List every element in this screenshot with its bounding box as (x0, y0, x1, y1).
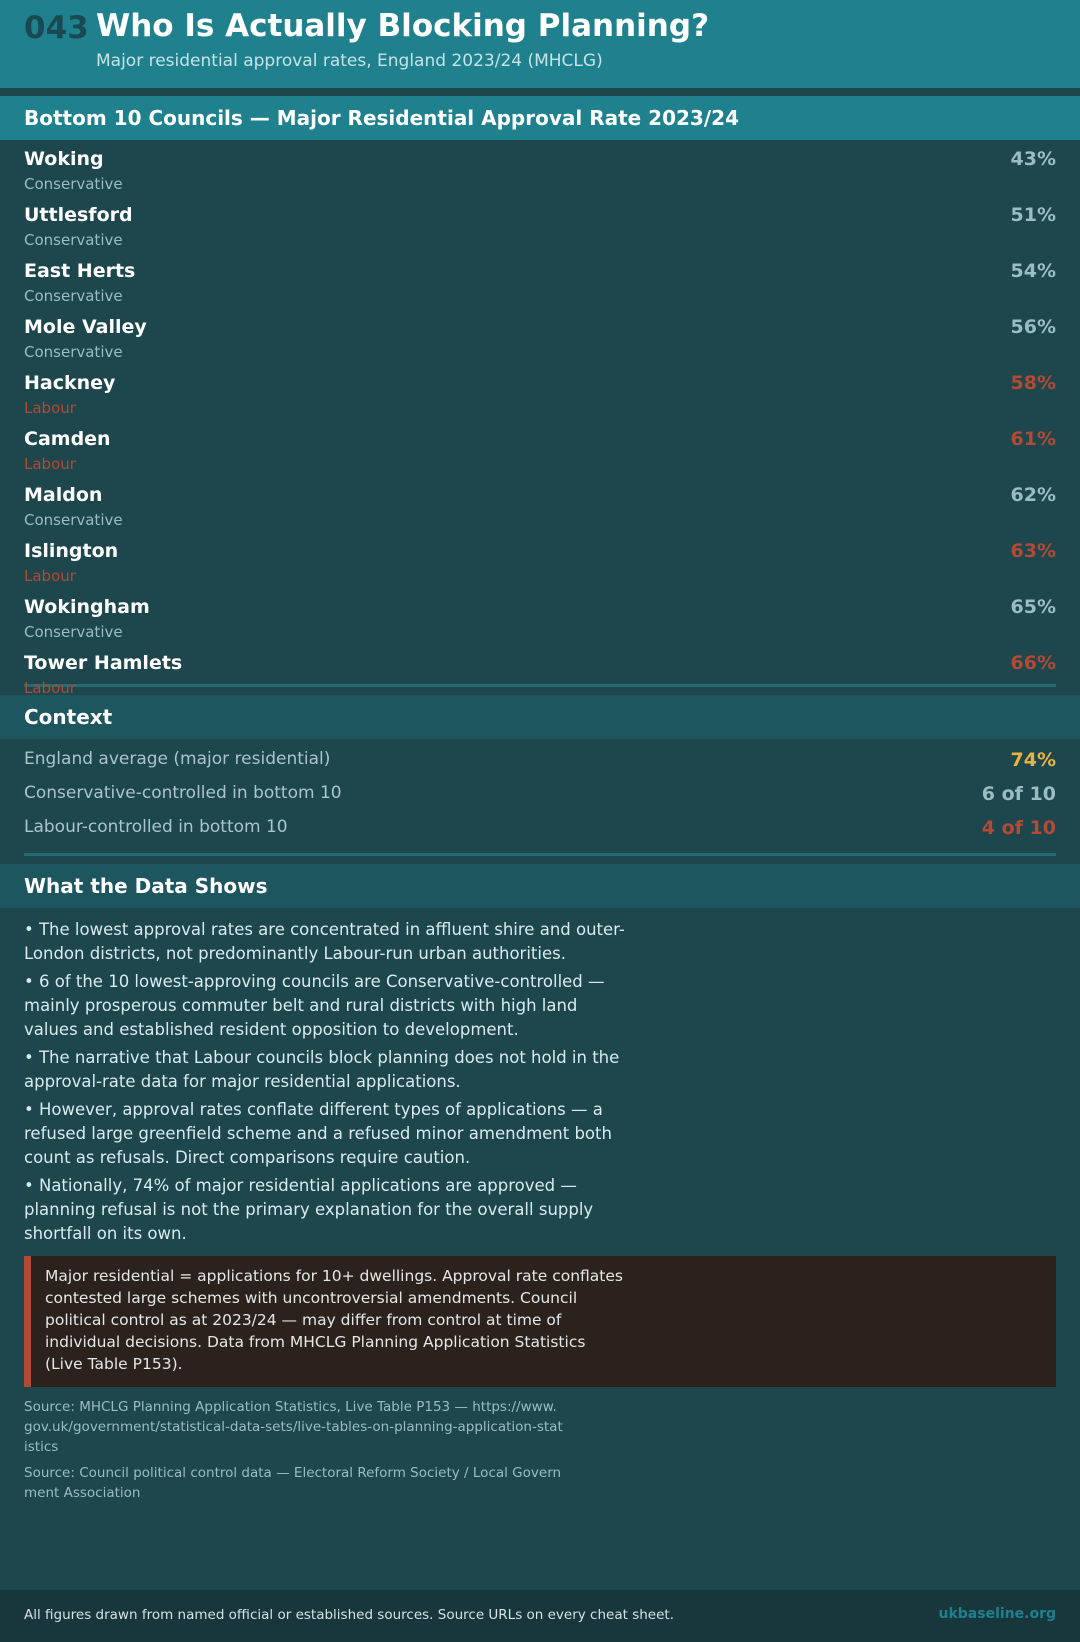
note-text: Major residential = applications for 10+ dwellings. Approval rate conflates contested large schemes with uncontroversial amendments. Council political control as at 2023/24 — may differ from control at time of individual decisions. Data from MHCLG Planning Application Statistics (Live Table P153). (45, 1267, 623, 1373)
council-row-east-herts (24, 258, 1056, 314)
council-name: Islington (24, 540, 119, 562)
approval-rate: 65% (1010, 596, 1056, 618)
council-name: Mole Valley (24, 316, 147, 338)
bottom10-heading: Bottom 10 Councils — Major Residential Approval Rate 2023/24 (0, 96, 1080, 140)
council-row-maldon (24, 482, 1056, 538)
approval-rate: 62% (1010, 484, 1056, 506)
approval-rate: 58% (1010, 372, 1056, 394)
page-header (0, 0, 1080, 88)
finding-item: • Nationally, 74% of major residential applications are approved — planning refusal is not the primary explanation for the overall supply shortfall on its own. (24, 1176, 594, 1243)
context-label: Conservative-controlled in bottom 10 (24, 783, 342, 803)
methodology-note (24, 1256, 1056, 1387)
approval-rate: 43% (1010, 148, 1056, 170)
approval-rate: 54% (1010, 260, 1056, 282)
council-row-islington (24, 538, 1056, 594)
approval-rate: 66% (1010, 652, 1056, 674)
council-row-woking (24, 146, 1056, 202)
sheet-number: 043 (24, 10, 89, 46)
context-list (0, 739, 1080, 853)
approval-rate: 56% (1010, 316, 1056, 338)
council-party: Labour (24, 399, 76, 417)
context-value: 74% (1010, 749, 1056, 771)
council-name: Wokingham (24, 596, 150, 618)
source-link[interactable]: Source: MHCLG Planning Application Statistics, Live Table P153 — https://www.gov.uk/government/statistical-data-sets/live-tables-on-planning-application-statistics (24, 1399, 563, 1455)
finding-item: • 6 of the 10 lowest-approving councils are Conservative-controlled — mainly prosperous commuter belt and rural districts with high land values and established resident opposition to development. (24, 972, 605, 1039)
council-row-hackney (24, 370, 1056, 426)
council-row-tower-hamlets (24, 650, 1056, 706)
page-title: Who Is Actually Blocking Planning? (96, 8, 710, 44)
brand-link[interactable]: ukbaseline.org (938, 1606, 1056, 1622)
context-label: England average (major residential) (24, 749, 331, 769)
findings-list (0, 908, 1080, 1246)
council-name: Camden (24, 428, 111, 450)
council-party: Conservative (24, 175, 123, 193)
finding-item: • However, approval rates conflate different types of applications — a refused large greenfield scheme and a refused minor amendment both count as refusals. Direct comparisons require caution. (24, 1100, 612, 1167)
context-heading: Context (0, 695, 1080, 739)
page-subtitle: Major residential approval rates, England 2023/24 (MHCLG) (96, 51, 603, 71)
approval-rate: 61% (1010, 428, 1056, 450)
context-value: 6 of 10 (981, 783, 1056, 805)
council-name: Hackney (24, 372, 116, 394)
footer-text: All figures drawn from named official or established sources. Source URLs on every cheat sheet. (24, 1607, 674, 1623)
council-party: Labour (24, 455, 76, 473)
page-footer (0, 1590, 1080, 1642)
data-shows-heading: What the Data Shows (0, 864, 1080, 908)
council-row-mole-valley (24, 314, 1056, 370)
finding-item: • The narrative that Labour councils block planning does not hold in the approval-rate data for major residential applications. (24, 1048, 620, 1091)
context-label: Labour-controlled in bottom 10 (24, 817, 288, 837)
context-row-conservative-count (24, 783, 1056, 817)
council-name: Woking (24, 148, 104, 170)
council-row-wokingham (24, 594, 1056, 650)
approval-rate: 63% (1010, 540, 1056, 562)
context-row-labour-count (24, 817, 1056, 851)
council-party: Conservative (24, 343, 123, 361)
council-list (0, 140, 1080, 697)
council-row-uttlesford (24, 202, 1056, 258)
council-party: Labour (24, 679, 76, 697)
council-name: East Herts (24, 260, 136, 282)
council-name: Tower Hamlets (24, 652, 183, 674)
context-value: 4 of 10 (981, 817, 1056, 839)
sources (0, 1387, 1080, 1503)
council-party: Labour (24, 567, 76, 585)
context-row-england-average (24, 749, 1056, 783)
council-row-camden (24, 426, 1056, 482)
council-name: Maldon (24, 484, 103, 506)
council-party: Conservative (24, 231, 123, 249)
approval-rate: 51% (1010, 204, 1056, 226)
council-party: Conservative (24, 623, 123, 641)
council-party: Conservative (24, 287, 123, 305)
source-text: Source: Council political control data — Electoral Reform Society / Local Government Association (24, 1465, 562, 1501)
council-party: Conservative (24, 511, 123, 529)
finding-item: • The lowest approval rates are concentrated in affluent shire and outer-London districts, not predominantly Labour-run urban authorities. (24, 920, 625, 963)
council-name: Uttlesford (24, 204, 133, 226)
